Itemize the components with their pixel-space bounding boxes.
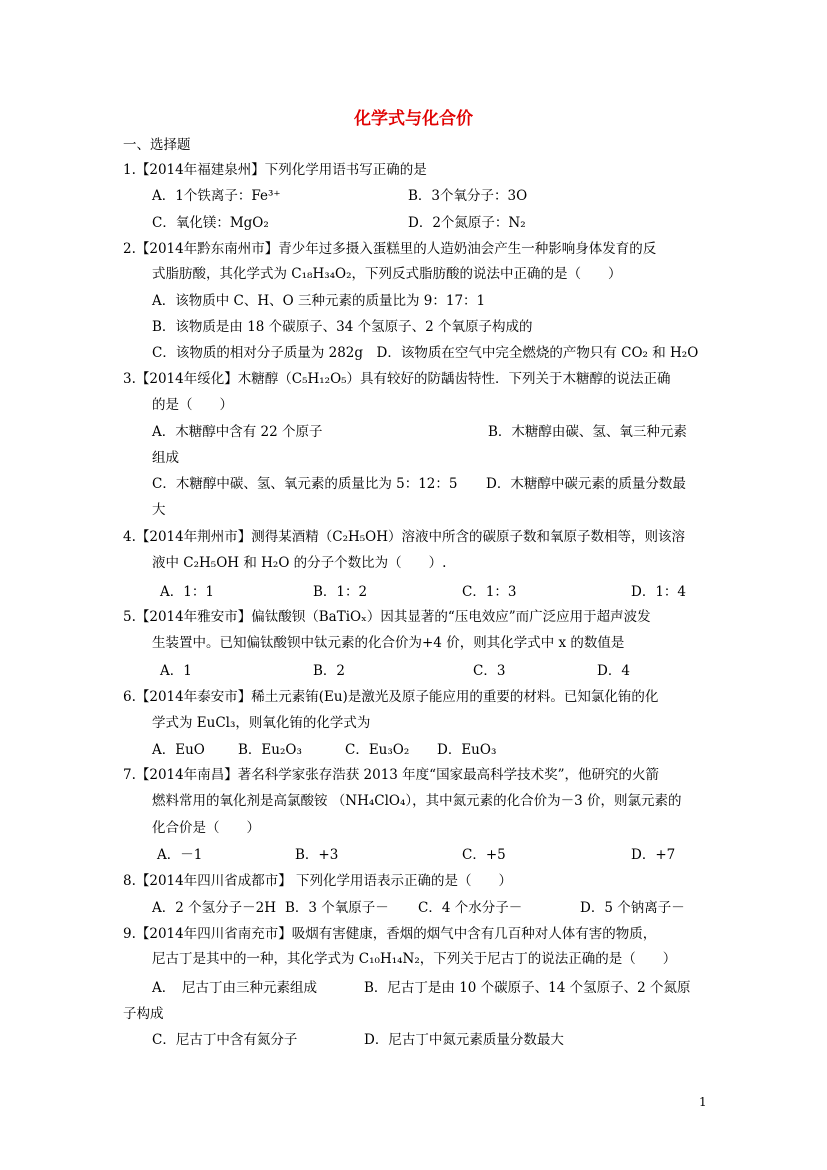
question-8-option-a: A．2 个氢分子－2H xyxy=(152,900,276,916)
question-6-stem-line-1: 6.【2014年泰安市】稀土元素铕(Eu)是激光及原子能应用的重要的材料。已知氯化铕的化 xyxy=(123,689,659,705)
question-7-stem-line-2: 燃料常用的氧化剂是高氯酸铵 （NH₄ClO₄），其中氮元素的化合价为－3 价，则氯元素的 xyxy=(152,793,682,809)
page-number: 1 xyxy=(699,1095,707,1109)
question-3-option-d-cont: 大 xyxy=(152,502,166,518)
question-8-option-b: B．3 个氧原子－ xyxy=(285,900,389,916)
question-3-stem-line-1: 3.【2014年绥化】木糖醇（C₅H₁₂O₅）具有较好的防龋齿特性．下列关于木糖醇的说法正确 xyxy=(123,371,671,387)
question-7-option-c: C．+5 xyxy=(462,847,506,863)
question-9-stem-line-1: 9.【2014年四川省南充市】吸烟有害健康，香烟的烟气中含有几百种对人体有害的物质， xyxy=(123,926,657,942)
question-7-option-a: A．－1 xyxy=(157,847,203,863)
question-5-stem-line-2: 生装置中。已知偏钛酸钡中钛元素的化合价为+4 价，则其化学式中 x 的数值是 xyxy=(152,635,625,651)
question-6-option-d: D．EuO₃ xyxy=(437,742,497,758)
question-8-option-d: D．5 个钠离子－ xyxy=(580,900,685,916)
question-4-option-a: A．1：1 xyxy=(160,584,214,600)
question-9-stem-line-2: 尼古丁是其中的一种，其化学式为 C₁₀H₁₄N₂，下列关于尼古丁的说法正确的是（ ） xyxy=(152,951,677,967)
question-1-option-c: C．氧化镁：MgO₂ xyxy=(152,215,269,231)
question-9-option-a: A． 尼古丁由三种元素组成 xyxy=(152,980,317,996)
question-5-option-b: B．2 xyxy=(313,663,346,679)
question-4-stem-line-2: 液中 C₂H₅OH 和 H₂O 的分子个数比为（ ）. xyxy=(152,555,447,571)
question-6-option-c: C．Eu₃O₂ xyxy=(345,742,410,758)
section-heading: 一、选择题 xyxy=(123,137,191,153)
question-2-option-a: A．该物质中 C、H、O 三种元素的质量比为 9：17：1 xyxy=(152,293,486,309)
question-7-option-b: B．+3 xyxy=(295,847,339,863)
question-8-stem: 8.【2014年四川省成都市】 下列化学用语表示正确的是（ ） xyxy=(123,873,513,889)
question-7-option-d: D．+7 xyxy=(631,847,676,863)
question-7-stem-line-3: 化合价是（ ） xyxy=(152,820,260,836)
question-5-stem-line-1: 5.【2014年雅安市】偏钛酸钡（BaTiOₓ）因其显著的“压电效应”而广泛应用于超声波发 xyxy=(123,609,651,625)
question-5-option-c: C．3 xyxy=(473,663,506,679)
question-4-option-d: D．1：4 xyxy=(631,584,687,600)
question-7-stem-line-1: 7.【2014年南昌】著名科学家张存浩获 2013 年度“国家最高科学技术奖”，他研究的火箭 xyxy=(123,767,659,783)
question-4-option-b: B．1：2 xyxy=(313,584,368,600)
question-2-stem-line-2: 式脂肪酸，其化学式为 C₁₈H₃₄O₂，下列反式脂肪酸的说法中正确的是（ ） xyxy=(152,266,622,282)
question-5-option-d: D．4 xyxy=(597,663,630,679)
question-2-option-cd: C．该物质的相对分子质量为 282g D．该物质在空气中完全燃烧的产物只有 CO₂ 和 H₂O xyxy=(152,345,699,361)
question-3-option-b: B．木糖醇由碳、氢、氧三种元素 xyxy=(488,424,687,440)
question-6-option-b: B．Eu₂O₃ xyxy=(238,742,302,758)
question-9-option-d: D．尼古丁中氮元素质量分数最大 xyxy=(364,1032,564,1048)
question-6-stem-line-2: 学式为 EuCl₃，则氧化铕的化学式为 xyxy=(152,715,371,731)
question-4-stem-line-1: 4.【2014年荆州市】测得某酒精（C₂H₅OH）溶液中所含的碳原子数和氧原子数相等，则该溶 xyxy=(123,529,686,545)
question-3-option-b-cont: 组成 xyxy=(152,450,179,466)
question-1-stem: 1.【2014年福建泉州】下列化学用语书写正确的是 xyxy=(123,162,427,178)
question-9-option-b-cont: 子构成 xyxy=(123,1006,164,1022)
question-3-stem-line-2: 的是（ ） xyxy=(152,397,233,413)
question-9-option-c: C．尼古丁中含有氮分子 xyxy=(152,1032,298,1048)
question-2-stem-line-1: 2.【2014年黔东南州市】青少年过多摄入蛋糕里的人造奶油会产生一种影响身体发育的反 xyxy=(123,241,657,257)
page-title: 化学式与化合价 xyxy=(354,109,473,129)
question-1-option-a: A．1个铁离子：Fe³⁺ xyxy=(152,188,281,204)
question-1-option-b: B．3个氧分子：3O xyxy=(408,188,528,204)
question-8-option-c: C．4 个水分子－ xyxy=(418,900,523,916)
question-6-option-a: A．EuO xyxy=(152,742,205,758)
question-3-option-d: D．木糖醇中碳元素的质量分数最 xyxy=(486,476,686,492)
question-5-option-a: A．1 xyxy=(160,663,192,679)
question-2-option-b: B．该物质是由 18 个碳原子、34 个氢原子、2 个氧原子构成的 xyxy=(152,319,533,335)
question-3-option-a: A．木糖醇中含有 22 个原子 xyxy=(152,424,323,440)
question-9-option-b: B．尼古丁是由 10 个碳原子、14 个氢原子、2 个氮原 xyxy=(364,980,691,996)
question-1-option-d: D．2个氮原子：N₂ xyxy=(408,215,526,231)
question-4-option-c: C．1：3 xyxy=(462,584,517,600)
question-3-option-c: C．木糖醇中碳、氢、氧元素的质量比为 5：12：5 xyxy=(152,476,458,492)
